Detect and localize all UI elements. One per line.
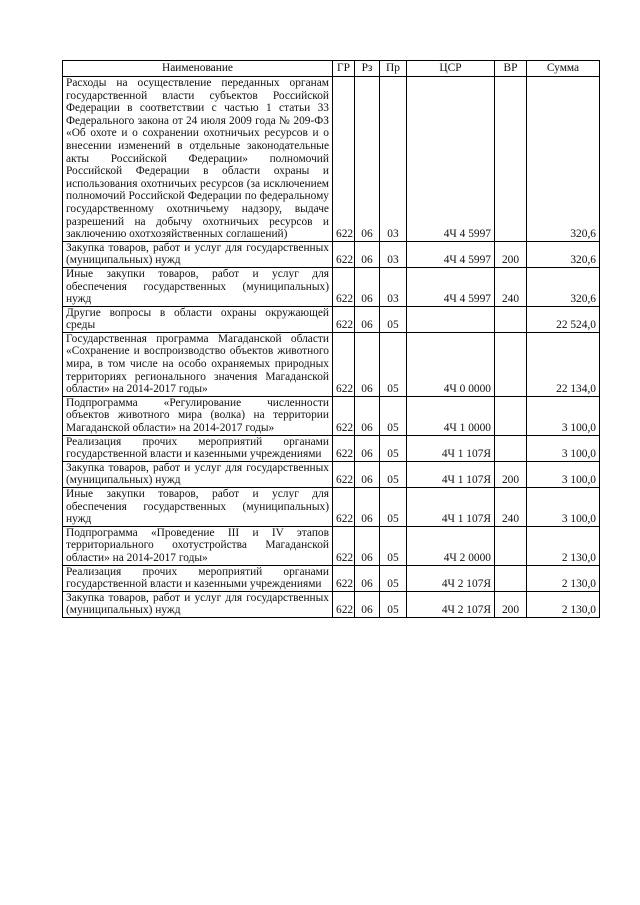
- cell-pr: 03: [380, 267, 407, 306]
- table-row: [63, 526, 600, 565]
- cell-sum: 320,6: [527, 241, 600, 267]
- cell-csr: 4Ч 4 5997: [407, 267, 495, 306]
- cell-rz: 06: [355, 267, 380, 306]
- table-body: [63, 77, 600, 618]
- cell-rz: 06: [355, 435, 380, 461]
- cell-vr: 240: [495, 267, 527, 306]
- header-csr: ЦСР: [407, 61, 495, 77]
- table-row: [63, 267, 600, 306]
- cell-csr: 4Ч 1 107Я: [407, 488, 495, 527]
- cell-csr: 4Ч 2 107Я: [407, 565, 495, 591]
- table-row: [63, 332, 600, 396]
- cell-vr: [495, 565, 527, 591]
- cell-sum: 2 130,0: [527, 565, 600, 591]
- cell-gr: 622: [333, 396, 355, 435]
- table-row: [63, 306, 600, 332]
- table-row: [63, 591, 600, 617]
- cell-name: Подпрограмма «Регулирование численности объектов животного мира (волка) на территории Магаданской области» на 2014-2017 годы»: [63, 396, 333, 435]
- cell-gr: 622: [333, 77, 355, 242]
- cell-csr: 4Ч 1 107Я: [407, 435, 495, 461]
- cell-pr: 05: [380, 435, 407, 461]
- cell-sum: 3 100,0: [527, 435, 600, 461]
- cell-csr: 4Ч 4 5997: [407, 77, 495, 242]
- cell-pr: 05: [380, 332, 407, 396]
- cell-name: Закупка товаров, работ и услуг для государственных (муниципальных) нужд: [63, 591, 333, 617]
- cell-vr: [495, 435, 527, 461]
- cell-rz: 06: [355, 77, 380, 242]
- table-header-row: [63, 61, 600, 77]
- cell-sum: 2 130,0: [527, 526, 600, 565]
- cell-csr: 4Ч 1 0000: [407, 396, 495, 435]
- cell-csr: [407, 306, 495, 332]
- cell-name: Подпрограмма «Проведение III и IV этапов территориального охотустройства Магаданской области» на 2014-2017 годы»: [63, 526, 333, 565]
- cell-vr: 200: [495, 241, 527, 267]
- cell-gr: 622: [333, 332, 355, 396]
- cell-pr: 05: [380, 488, 407, 527]
- cell-csr: 4Ч 0 0000: [407, 332, 495, 396]
- cell-gr: 622: [333, 267, 355, 306]
- cell-rz: 06: [355, 591, 380, 617]
- cell-gr: 622: [333, 306, 355, 332]
- header-pr: Пр: [380, 61, 407, 77]
- cell-pr: 05: [380, 526, 407, 565]
- cell-rz: 06: [355, 241, 380, 267]
- cell-vr: [495, 306, 527, 332]
- cell-sum: 320,6: [527, 267, 600, 306]
- cell-csr: 4Ч 1 107Я: [407, 461, 495, 487]
- cell-sum: 2 130,0: [527, 591, 600, 617]
- cell-pr: 05: [380, 591, 407, 617]
- cell-rz: 06: [355, 488, 380, 527]
- header-rz: Рз: [355, 61, 380, 77]
- cell-pr: 03: [380, 77, 407, 242]
- cell-sum: 22 524,0: [527, 306, 600, 332]
- cell-vr: [495, 332, 527, 396]
- cell-vr: [495, 396, 527, 435]
- cell-sum: 22 134,0: [527, 332, 600, 396]
- cell-csr: 4Ч 4 5997: [407, 241, 495, 267]
- cell-sum: 3 100,0: [527, 488, 600, 527]
- cell-vr: 200: [495, 591, 527, 617]
- table-row: [63, 488, 600, 527]
- cell-sum: 320,6: [527, 77, 600, 242]
- table-row: [63, 435, 600, 461]
- cell-sum: 3 100,0: [527, 396, 600, 435]
- cell-rz: 06: [355, 565, 380, 591]
- cell-gr: 622: [333, 435, 355, 461]
- header-vr: ВР: [495, 61, 527, 77]
- cell-gr: 622: [333, 591, 355, 617]
- cell-rz: 06: [355, 396, 380, 435]
- cell-name: Иные закупки товаров, работ и услуг для обеспечения государственных (муниципальных) нужд: [63, 488, 333, 527]
- cell-rz: 06: [355, 332, 380, 396]
- header-sum: Сумма: [527, 61, 600, 77]
- budget-table: [62, 60, 600, 618]
- cell-gr: 622: [333, 565, 355, 591]
- cell-pr: 05: [380, 306, 407, 332]
- table-row: [63, 565, 600, 591]
- cell-gr: 622: [333, 461, 355, 487]
- cell-pr: 03: [380, 241, 407, 267]
- cell-csr: 4Ч 2 0000: [407, 526, 495, 565]
- cell-gr: 622: [333, 526, 355, 565]
- cell-vr: 200: [495, 461, 527, 487]
- cell-gr: 622: [333, 488, 355, 527]
- cell-name: Реализация прочих мероприятий органами государственной власти и казенными учреждениями: [63, 435, 333, 461]
- table-row: [63, 77, 600, 242]
- cell-name: Расходы на осуществление переданных органам государственной власти субъектов Российской Федерации в соответствии с частью 1 статьи 33 Федерального закона от 24 июля 2009 года № 209-ФЗ «Об охоте и о сохранении охотничьих ресурсов и о внесении изменений в отдельные законодательные акты Российской Федерации» полномочий Российской Федерации в области охраны и использования охотничьих ресурсов (за исключением полномочий Российской Федерации по федеральному государственному охотничьему надзору, выдаче разрешений на добычу охотничьих ресурсов и заключению охотхозяйственных соглашений): [63, 77, 333, 242]
- cell-name: Закупка товаров, работ и услуг для государственных (муниципальных) нужд: [63, 461, 333, 487]
- cell-pr: 05: [380, 461, 407, 487]
- cell-rz: 06: [355, 461, 380, 487]
- cell-rz: 06: [355, 306, 380, 332]
- cell-name: Государственная программа Магаданской области «Сохранение и воспроизводство объектов животного мира, в том числе на особо охраняемых природных территориях регионального значения Магаданской области» на 2014-2017 годы»: [63, 332, 333, 396]
- header-gr: ГР: [333, 61, 355, 77]
- cell-vr: [495, 526, 527, 565]
- header-name: Наименование: [63, 61, 333, 77]
- cell-vr: [495, 77, 527, 242]
- cell-name: Другие вопросы в области охраны окружающей среды: [63, 306, 333, 332]
- cell-sum: 3 100,0: [527, 461, 600, 487]
- table-row: [63, 461, 600, 487]
- cell-name: Закупка товаров, работ и услуг для государственных (муниципальных) нужд: [63, 241, 333, 267]
- cell-rz: 06: [355, 526, 380, 565]
- cell-csr: 4Ч 2 107Я: [407, 591, 495, 617]
- cell-vr: 240: [495, 488, 527, 527]
- cell-pr: 05: [380, 565, 407, 591]
- table-row: [63, 241, 600, 267]
- cell-name: Реализация прочих мероприятий органами государственной власти и казенными учреждениями: [63, 565, 333, 591]
- cell-name: Иные закупки товаров, работ и услуг для обеспечения государственных (муниципальных) нужд: [63, 267, 333, 306]
- table-row: [63, 396, 600, 435]
- cell-pr: 05: [380, 396, 407, 435]
- cell-gr: 622: [333, 241, 355, 267]
